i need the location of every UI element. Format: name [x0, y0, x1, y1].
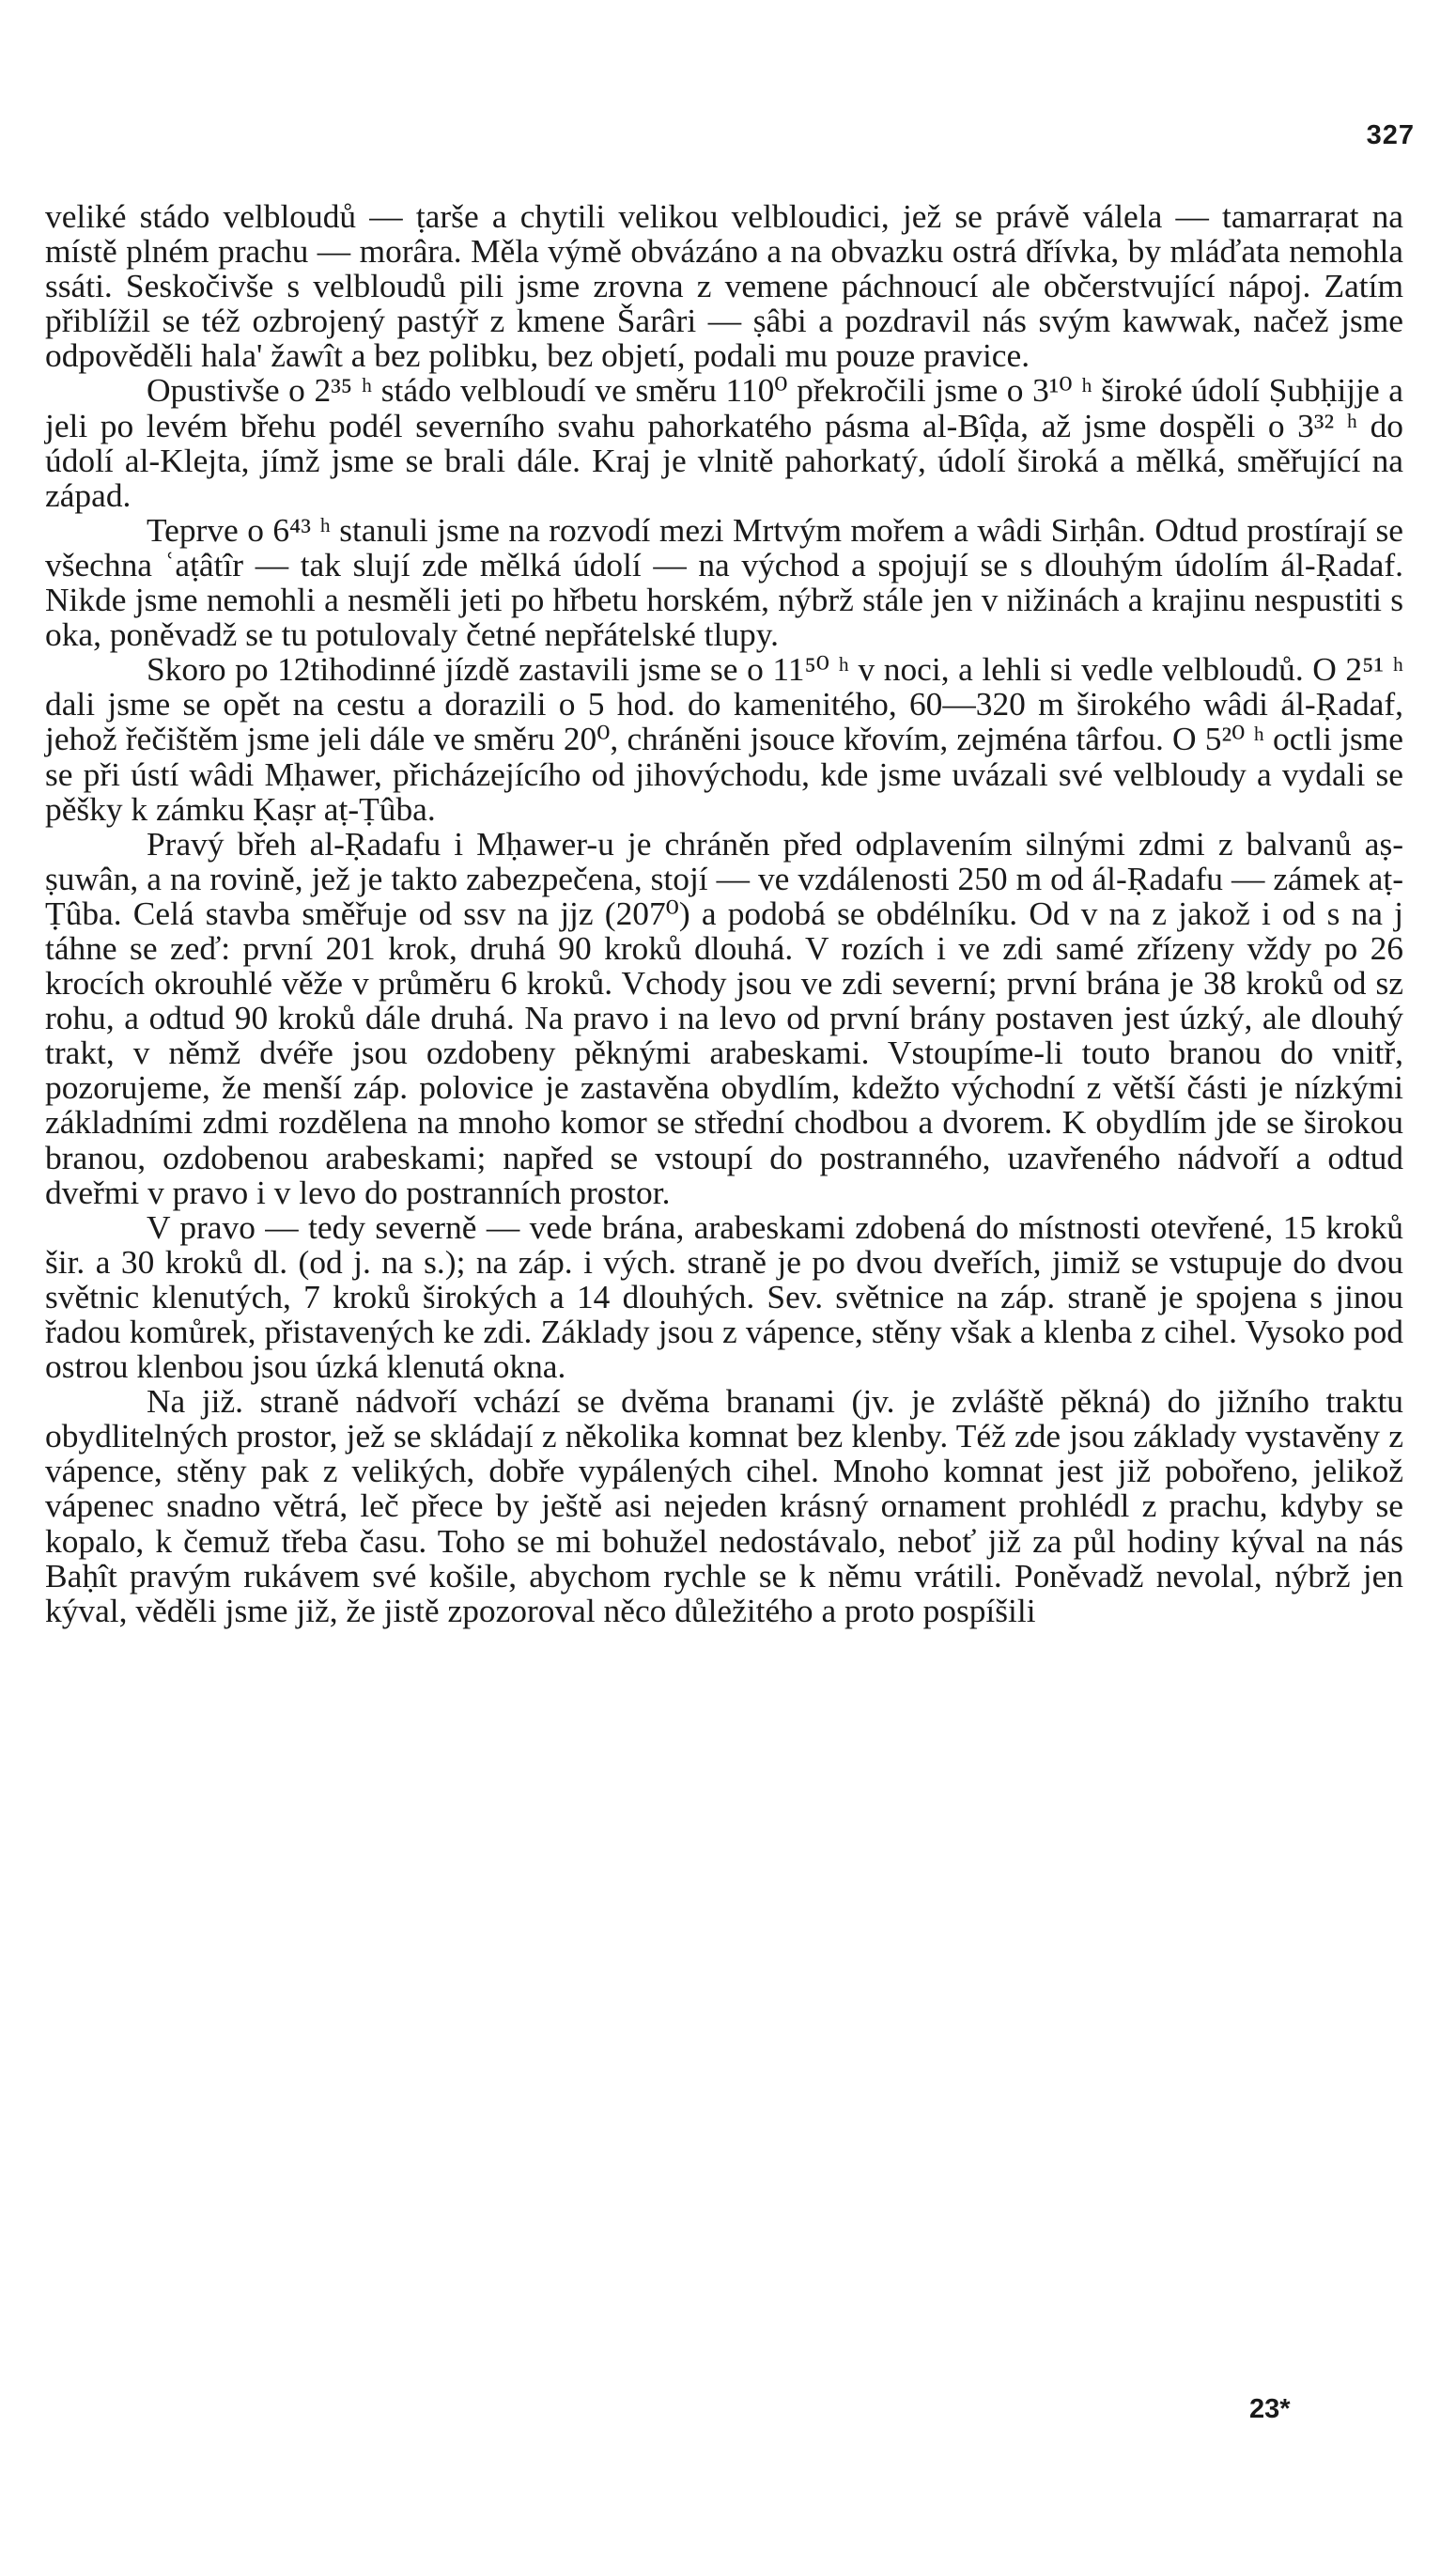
- paragraph: Skoro po 12tihodinné jízdě zastavili jsme se o 11⁵⁰ ʰ v noci, a lehli si vedle velbloudů. O 2⁵¹ ʰ dali jsme se opět na cestu a dorazili o 5 hod. do kamenitého, 60—320 m širokého wâdi ál-Ṛadaf, jehož řečištěm jsme jeli dále ve směru 20⁰, chráněni jsouce křovím, zejména târfou. O 5²⁰ ʰ octli jsme se při ústí wâdi Mḥawer, přicházejícího od jihovýchodu, kde jsme uvázali své velbloudy a vydali se pěšky k zámku Ḳaṣr aṭ-Ṭûba.: [45, 650, 1403, 828]
- paragraph: veliké stádo velbloudů — ṭarše a chytili velikou velbloudici, jež se právě válela — tamarraṛat na místě plném prachu — morâra. Měla výmě obvázáno a na obvazku ostrá dřívka, by mláďata nemohla ssáti. Seskočivše s velbloudů pili jsme zrovna z vemene páchnoucí ale občerstvující nápoj. Zatím přiblížil se též ozbrojený pastýř z kmene Šarâri — ṣâbi a pozdravil nás svým kawwak, načež jsme odpověděli hala' žawît a bez polibku, bez objetí, podali mu pouze pravice.: [45, 197, 1403, 375]
- paragraph: Opustivše o 2³⁵ ʰ stádo velbloudí ve směru 110⁰ překročili jsme o 3¹⁰ ʰ široké údolí Ṣubḥijje a jeli po levém břehu podél severního svahu pahorkatého pásma al-Bîḍa, až jsme dospěli o 3³² ʰ do údolí al-Klejta, jímž jsme se brali dále. Kraj je vlnitě pahorkatý, údolí široká a mělká, směřující na západ.: [45, 371, 1403, 514]
- paragraph: Teprve o 6⁴³ ʰ stanuli jsme na rozvodí mezi Mrtvým mořem a wâdi Sirḥân. Odtud prostírají se všechna ʿaṭâtîr — tak slují zde mělká údolí — na východ a spojují se s dlouhým údolím ál-Ṛadaf. Nikde jsme nemohli a nesměli jeti po hřbetu horském, nýbrž stále jen v nižinách a krajinu nespustiti s oka, poněvadž se tu potulovaly četné nepřátelské tlupy.: [45, 510, 1403, 654]
- paragraph: Na již. straně nádvoří vchází se dvěma branami (jv. je zvláště pěkná) do jižního traktu obydlitelných prostor, jež se skládají z několika komnat bez klenby. Též zde jsou základy vystavěny z vápence, stěny pak z velikých, dobře vypálených cihel. Mnoho komnat jest již pobořeno, jelikož vápenec snadno větrá, leč přece by ještě asi nejeden krásný ornament prohlédl z prachu, kdyby se kopalo, k čemuž třeba času. Toho se mi bohužel nedostávalo, neboť již za půl hodiny kýval na nás Baḥît pravým rukávem své košile, abychom rychle se k němu vrátili. Poněvadž nevolal, nýbrž jen kýval, věděli jsme již, že jistě zpozoroval něco důležitého a proto pospíšili: [45, 1382, 1403, 1629]
- paragraph: Pravý břeh al-Ṛadafu i Mḥawer-u je chráněn před odplavením silnými zdmi z balvanů aṣ-ṣuwân, a na rovině, jež je takto zabezpečena, stojí — ve vzdálenosti 250 m od ál-Ṛadafu — zámek aṭ-Ṭûba. Celá stavba směřuje od ssv na jjz (207⁰) a podobá se obdélníku. Od v na z jakož i od s na j táhne se zeď: první 201 krok, druhá 90 kroků dlouhá. V rozích i ve zdi samé zřízeny vždy po 26 krocích okrouhlé věže v průměru 6 kroků. Vchody jsou ve zdi severní; první brána je 38 kroků od sz rohu, a odtud 90 kroků dále druhá. Na pravo i na levo od první brány postaven jest úzký, ale dlouhý trakt, v němž dvéře jsou ozdobeny pěknými arabeskami. Vstoupíme-li touto branou do vnitř, pozorujeme, že menší záp. polovice je zastavěna obydlím, kdežto východní z větší části je nízkými základními zdmi rozdělena na mnoho komor se střední chodbou a dvorem. K obydlím jde se širokou branou, ozdobenou arabeskami; napřed se vstoupí do postranného, uzavřeného nádvoří a odtud dveřmi v pravo i v levo do postranních prostor.: [45, 824, 1403, 1211]
- paragraph: V pravo — tedy severně — vede brána, arabeskami zdobená do místnosti otevřené, 15 kroků šir. a 30 kroků dl. (od j. na s.); na záp. i vých. straně je po dvou dveřích, jimiž se vstupuje do dvou světnic klenutých, 7 kroků širokých a 14 dlouhých. Sev. světnice na záp. straně je spojena s jinou řadou komůrek, přistavených ke zdi. Základy jsou z vápence, stěny však a klenba z cihel. Vysoko pod ostrou klenbou jsou úzká klenutá okna.: [45, 1207, 1403, 1386]
- page-number: 327: [1366, 120, 1415, 150]
- body-text: [45, 199, 1403, 1628]
- signature-mark: 23*: [1249, 2394, 1291, 2424]
